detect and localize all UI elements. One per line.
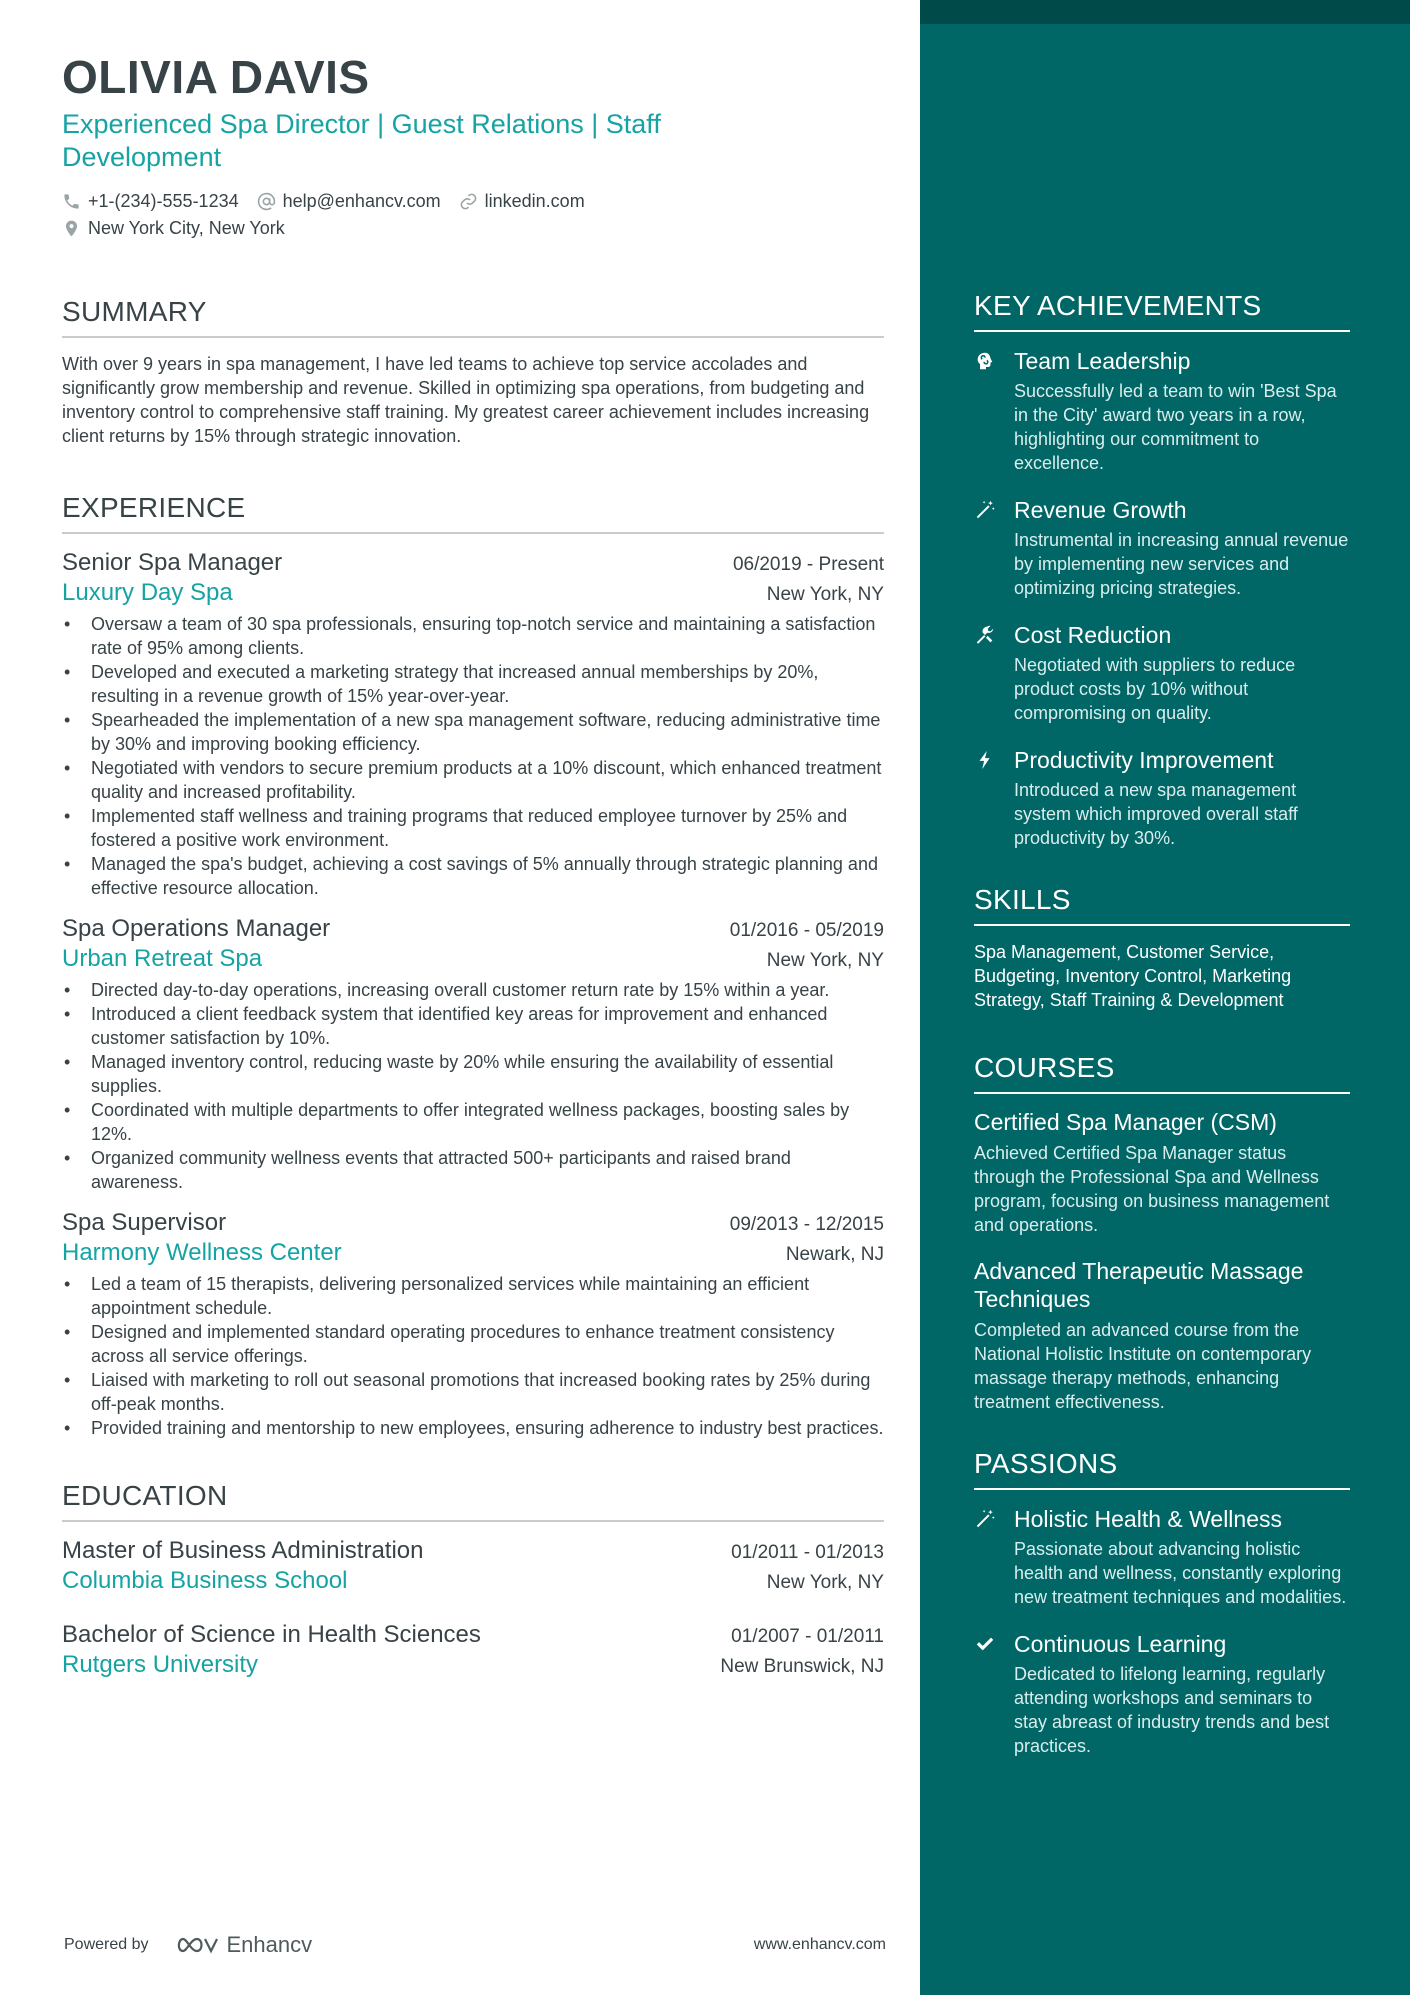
enhancv-logo[interactable] — [175, 1932, 313, 1958]
main-column — [62, 48, 884, 1704]
bullet-item: • Oversaw a team of 30 spa professionals, ensuring top-notch service and maintaining a satisfaction rate of 95% among clients. — [62, 612, 884, 660]
bullet-item: • Negotiated with vendors to secure premium products at a 10% discount, which enhanced treatment quality and increased profitability. — [62, 756, 884, 804]
education-location: New Brunswick, NJ — [720, 1656, 884, 1677]
achievement-desc: Introduced a new spa management system which improved overall staff productivity by 30%. — [1014, 780, 1298, 848]
section-title: SKILLS — [974, 882, 1350, 926]
bullet-item: • Organized community wellness events that attracted 500+ participants and raised brand awareness. — [62, 1146, 884, 1194]
phone-contact[interactable] — [62, 191, 239, 212]
achievement-item — [974, 495, 1350, 600]
phone-icon — [62, 192, 81, 211]
job-bullets — [62, 612, 884, 900]
sidebar-top-bar — [920, 0, 1410, 24]
job-date: 01/2016 - 05/2019 — [729, 920, 884, 941]
skills-text: Spa Management, Customer Service, Budgeting, Inventory Control, Marketing Strategy, Staff Training & Development — [974, 942, 1292, 1010]
job-entry — [62, 548, 884, 900]
skills-section — [974, 882, 1350, 1012]
bullet-item: • Introduced a client feedback system that identified key areas for improvement and enhanced customer satisfaction by 10%. — [62, 1002, 884, 1050]
bullet-item: • Coordinated with multiple departments to offer integrated wellness packages, boosting sales by 12%. — [62, 1098, 884, 1146]
contact-info — [62, 188, 884, 242]
achievements-section — [974, 288, 1350, 850]
phone-number: +1-(234)-555-1234 — [88, 191, 239, 211]
section-title: COURSES — [974, 1050, 1350, 1094]
passion-item — [974, 1504, 1350, 1609]
passion-title: Holistic Health & Wellness — [1014, 1506, 1283, 1532]
section-title: PASSIONS — [974, 1446, 1350, 1490]
course-desc: Achieved Certified Spa Manager status through the Professional Spa and Wellness program, focusing on business management and operations. — [974, 1143, 1330, 1235]
bullet-item: • Directed day-to-day operations, increasing overall customer return rate by 15% within a year. — [62, 978, 884, 1002]
courses-section — [974, 1050, 1350, 1414]
education-entry — [62, 1620, 884, 1680]
bullet-item: • Designed and implemented standard operating procedures to enhance treatment consistency across all service offerings. — [62, 1320, 884, 1368]
job-entry — [62, 914, 884, 1194]
education-entry — [62, 1536, 884, 1596]
location-contact — [62, 218, 285, 239]
achievement-item — [974, 745, 1350, 850]
job-role: Spa Operations Manager — [62, 915, 331, 942]
passion-title: Continuous Learning — [1014, 1631, 1227, 1657]
passion-item — [974, 1629, 1350, 1758]
section-title: SUMMARY — [62, 294, 884, 338]
bullet-item: • Managed the spa's budget, achieving a cost savings of 5% annually through strategic planning and effective resource allocation. — [62, 852, 884, 900]
magic-wand-icon — [974, 1508, 996, 1530]
brain-icon — [974, 350, 996, 372]
tools-icon — [974, 624, 996, 646]
degree: Master of Business Administration — [62, 1537, 424, 1564]
achievement-title: Team Leadership — [1014, 348, 1191, 374]
course-title: Certified Spa Manager (CSM) — [974, 1109, 1277, 1135]
bullet-item: • Spearheaded the implementation of a new spa management software, reducing administrative time by 30% and improving booking efficiency. — [62, 708, 884, 756]
school: Rutgers University — [62, 1651, 259, 1678]
email-contact[interactable] — [257, 191, 441, 212]
achievement-title: Cost Reduction — [1014, 622, 1172, 648]
sidebar — [920, 0, 1410, 1995]
section-title: EXPERIENCE — [62, 490, 884, 534]
course-item — [974, 1257, 1350, 1414]
passions-section — [974, 1446, 1350, 1758]
course-item — [974, 1108, 1350, 1237]
achievement-title: Productivity Improvement — [1014, 747, 1274, 773]
job-date: 09/2013 - 12/2015 — [729, 1214, 884, 1235]
lightning-icon — [974, 749, 996, 771]
achievement-item — [974, 346, 1350, 475]
bullet-item: • Implemented staff wellness and training programs that reduced employee turnover by 25% and fostered a positive work environment. — [62, 804, 884, 852]
course-desc: Completed an advanced course from the National Holistic Institute on contemporary massage therapy methods, enhancing treatment effectiveness. — [974, 1320, 1312, 1412]
job-location: New York, NY — [766, 950, 884, 971]
achievement-title: Revenue Growth — [1014, 497, 1187, 523]
education-section — [62, 1478, 884, 1680]
passion-desc: Dedicated to lifelong learning, regularly attending workshops and seminars to stay abreast of industry trends and best practices. — [1014, 1664, 1330, 1756]
job-company: Urban Retreat Spa — [62, 945, 263, 972]
summary-section — [62, 294, 884, 448]
job-location: New York, NY — [766, 584, 884, 605]
job-date: 06/2019 - Present — [732, 554, 884, 575]
bullet-item: • Provided training and mentorship to new employees, ensuring adherence to industry best practices. — [62, 1416, 884, 1440]
link-icon — [459, 192, 478, 211]
location-text: New York City, New York — [88, 218, 285, 238]
powered-by-label: Powered by — [64, 1936, 149, 1953]
passion-desc: Passionate about advancing holistic health and wellness, constantly exploring new treatment techniques and modalities. — [1014, 1539, 1347, 1607]
bullet-item: • Developed and executed a marketing strategy that increased annual memberships by 20%, resulting in a revenue growth of 15% year-over-year. — [62, 660, 884, 708]
location-pin-icon — [62, 219, 81, 238]
job-role: Senior Spa Manager — [62, 549, 283, 576]
at-icon — [257, 192, 276, 211]
school: Columbia Business School — [62, 1567, 348, 1594]
job-role: Spa Supervisor — [62, 1209, 227, 1236]
course-title: Advanced Therapeutic Massage Techniques — [974, 1258, 1304, 1312]
enhancv-logo-icon — [175, 1933, 221, 1957]
candidate-title: Experienced Spa Director | Guest Relations | Staff Development — [62, 109, 661, 172]
education-date: 01/2011 - 01/2013 — [731, 1542, 884, 1563]
linkedin-url: linkedin.com — [484, 191, 585, 211]
job-entry — [62, 1208, 884, 1440]
section-title: KEY ACHIEVEMENTS — [974, 288, 1350, 332]
achievement-desc: Instrumental in increasing annual revenue by implementing new services and optimizing pricing strategies. — [1014, 530, 1349, 598]
job-company: Harmony Wellness Center — [62, 1239, 342, 1266]
section-title: EDUCATION — [62, 1478, 884, 1522]
magic-wand-icon — [974, 499, 996, 521]
job-location: Newark, NJ — [785, 1244, 884, 1265]
summary-text: With over 9 years in spa management, I have led teams to achieve top service accolades and significantly grow membership and revenue. Skilled in optimizing spa operations, from budgeting and inventory control to comprehensive staff training. My greatest career achievement includes increasing client returns by 15% through strategic innovation. — [62, 354, 870, 446]
email-address: help@enhancv.com — [282, 191, 441, 211]
achievement-desc: Negotiated with suppliers to reduce product costs by 10% without compromising on quality. — [1014, 655, 1296, 723]
linkedin-contact[interactable] — [459, 191, 585, 212]
education-date: 01/2007 - 01/2011 — [731, 1626, 884, 1647]
education-location: New York, NY — [766, 1572, 884, 1593]
footer — [64, 1930, 886, 1960]
achievement-desc: Successfully led a team to win 'Best Spa in the City' award two years in a row, highlighting our commitment to excellence. — [1014, 381, 1337, 473]
degree: Bachelor of Science in Health Sciences — [62, 1621, 481, 1648]
experience-section — [62, 490, 884, 1440]
achievement-item — [974, 620, 1350, 725]
bullet-item: • Led a team of 15 therapists, delivering personalized services while maintaining an efficient appointment schedule. — [62, 1272, 884, 1320]
job-bullets — [62, 978, 884, 1194]
footer-url[interactable]: www.enhancv.com — [753, 1936, 886, 1953]
job-company: Luxury Day Spa — [62, 579, 233, 606]
job-bullets — [62, 1272, 884, 1440]
checkmark-icon — [974, 1633, 996, 1655]
candidate-name: OLIVIA DAVIS — [62, 51, 370, 103]
brand-name: Enhancv — [226, 1932, 313, 1957]
bullet-item: • Liaised with marketing to roll out seasonal promotions that increased booking rates by 25% during off-peak months. — [62, 1368, 884, 1416]
bullet-item: • Managed inventory control, reducing waste by 20% while ensuring the availability of essential supplies. — [62, 1050, 884, 1098]
